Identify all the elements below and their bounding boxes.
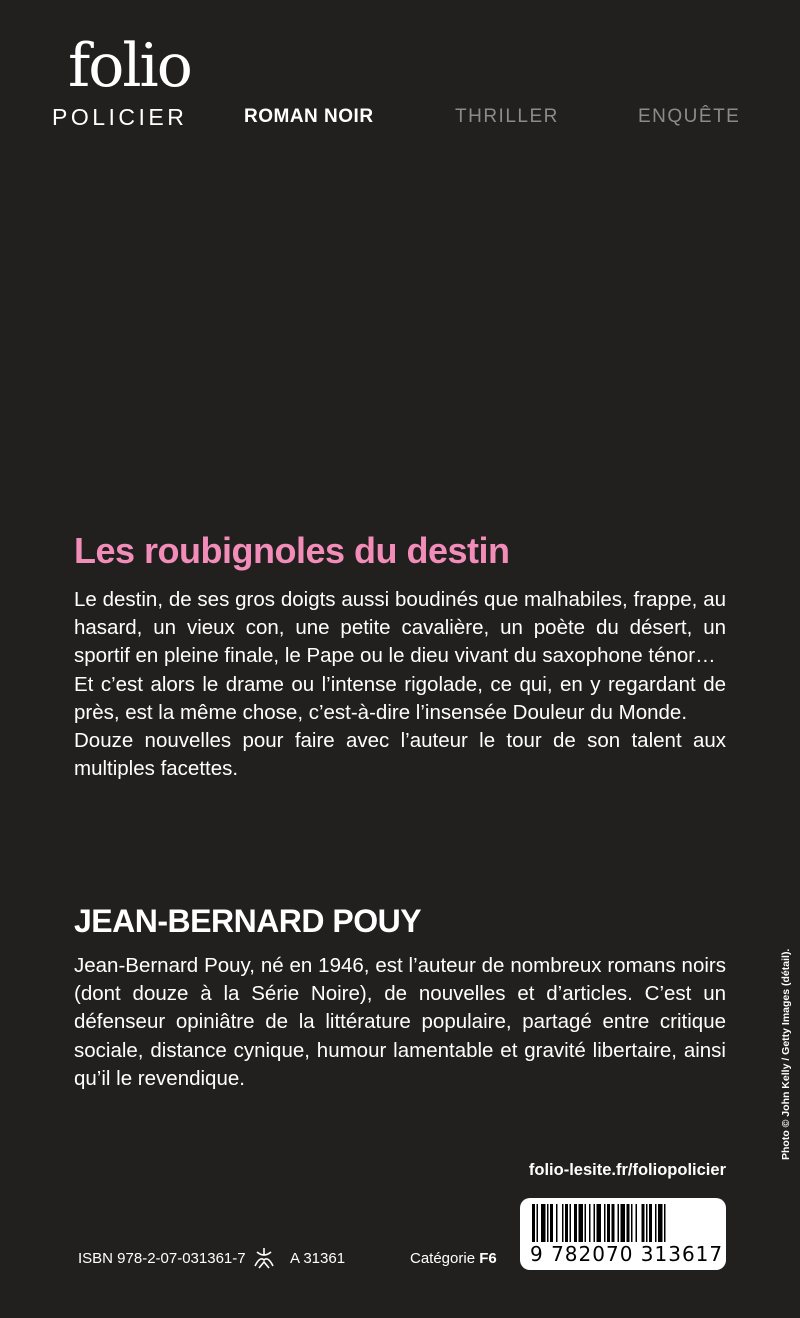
barcode-bar [618,1204,620,1242]
barcode-bar [649,1204,652,1242]
blurb-paragraph-3: Douze nouvelles pour faire avec l’auteur le tour de son talent aux multiples facettes. [74,729,726,781]
genre-roman-noir: ROMAN NOIR [244,106,374,127]
barcode-bar [550,1204,553,1242]
book-title: Les roubignoles du destin [74,530,510,571]
blurb [74,586,726,783]
category [410,1250,497,1267]
photo-credit: Photo © John Kelly / Getty Images (détail). [780,948,792,1160]
logo-word: folio [68,31,191,101]
barcode-bar [642,1204,645,1242]
barcode-bar [579,1204,584,1242]
barcode-bar [655,1204,657,1242]
barcode-bar [532,1204,535,1242]
barcode-bar [574,1204,577,1242]
barcode-bar [621,1204,626,1242]
barcode-bar [612,1204,615,1242]
barcode-bar [658,1204,663,1242]
publisher-icon [252,1246,276,1270]
barcode [520,1198,726,1270]
isbn: ISBN 978-2-07-031361-7 [78,1250,246,1267]
barcode-bar [627,1204,630,1242]
barcode-bar [541,1204,546,1242]
barcode-bar [597,1204,602,1242]
barcode-bar [631,1204,633,1242]
barcode-bar [562,1204,564,1242]
blurb-paragraph-2: Et c’est alors le drame ou l’intense rigolade, ce qui, en y regardant de près, est la même chose, c’est-à-dire l’insensée Douleur du Monde. [74,672,726,724]
barcode-bar [636,1204,638,1242]
barcode-bar [547,1204,549,1242]
author-bio [74,952,726,1093]
website-link[interactable]: folio-lesite.fr/foliopolicier [528,1161,726,1179]
barcode-bars [532,1204,716,1242]
category-value: F6 [479,1250,497,1267]
barcode-bar [607,1204,610,1242]
barcode-bar [565,1204,568,1242]
barcode-bar [556,1204,558,1242]
barcode-bar [646,1204,648,1242]
blurb-paragraph-1: Le destin, de ses gros doigts aussi boudinés que malhabiles, frappe, au hasard, un vieux con, une petite cavalière, un poète du désert, un sportif en pleine finale, le Pape ou le dieu vivant du saxophone ténor… [74,588,726,668]
barcode-bar [594,1204,596,1242]
barcode-bar [570,1204,572,1242]
barcode-bar [537,1204,539,1242]
genre-thriller: THRILLER [455,106,559,127]
category-label: Catégorie [410,1250,476,1267]
barcode-bar [664,1204,666,1242]
barcode-number: 9 782070 313617 [530,1242,724,1266]
author-bio-text: Jean-Bernard Pouy, né en 1946, est l’auteur de nombreux romans noirs (dont douze à la Série Noire), de nouvelles et d’articles. C’est un défenseur opiniâtre de la littérature populaire, partagé entre critique sociale, distance cynique, humour lamentable et gravité libertaire, ainsi qu’il le revendique. [74,954,726,1090]
barcode-bar [589,1204,591,1242]
barcode-bar [604,1204,606,1242]
author-name: JEAN-BERNARD POUY [74,903,422,939]
genre-enquete: ENQUÊTE [638,106,741,127]
logo-subtitle: POLICIER [52,104,188,130]
product-code: A 31361 [290,1250,346,1267]
barcode-bar [585,1204,587,1242]
